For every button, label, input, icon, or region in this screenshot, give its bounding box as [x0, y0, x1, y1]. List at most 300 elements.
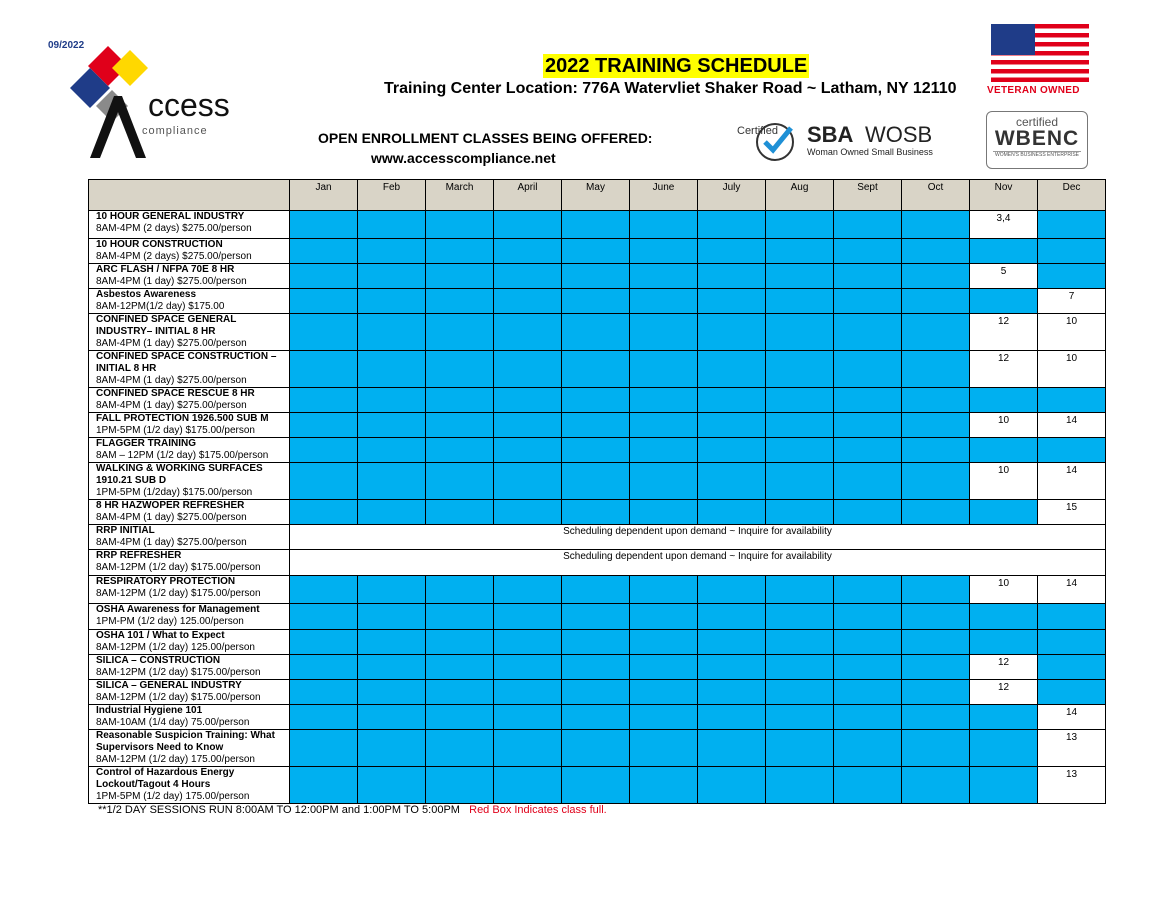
- month-header: Dec: [1038, 180, 1106, 211]
- course-detail: 8AM-4PM (1 day) $275.00/person: [96, 375, 247, 386]
- schedule-cell: [290, 463, 358, 500]
- schedule-cell: [1038, 655, 1106, 680]
- schedule-cell: [562, 438, 630, 463]
- schedule-cell: [698, 705, 766, 730]
- schedule-cell: [290, 351, 358, 388]
- schedule-date-cell: 13: [1038, 730, 1106, 767]
- course-detail: 8AM-12PM (1/2 day) $175.00/person: [96, 588, 261, 599]
- schedule-cell: [290, 576, 358, 604]
- table-row: [89, 655, 1106, 680]
- schedule-cell: [1038, 239, 1106, 264]
- schedule-cell: [426, 314, 494, 351]
- schedule-cell: [426, 264, 494, 289]
- svg-text:WOSB: WOSB: [865, 122, 933, 147]
- course-cell: [89, 239, 290, 264]
- schedule-cell: [902, 314, 970, 351]
- schedule-cell: [630, 705, 698, 730]
- month-header: Nov: [970, 180, 1038, 211]
- schedule-cell: [698, 576, 766, 604]
- schedule-cell: [902, 438, 970, 463]
- schedule-cell: [902, 604, 970, 630]
- schedule-cell: [630, 388, 698, 413]
- course-cell: [89, 680, 290, 705]
- schedule-date-cell: 10: [970, 413, 1038, 438]
- course-detail: 8AM-4PM (1 day) $275.00/person: [96, 276, 247, 287]
- schedule-cell: [494, 438, 562, 463]
- course-title: CONFINED SPACE CONSTRUCTION – INITIAL 8 HR: [96, 351, 277, 374]
- schedule-cell: [562, 463, 630, 500]
- schedule-cell: [630, 314, 698, 351]
- schedule-cell: [766, 730, 834, 767]
- schedule-date-cell: 5: [970, 264, 1038, 289]
- schedule-cell: [290, 314, 358, 351]
- schedule-cell: [902, 655, 970, 680]
- schedule-cell: [902, 289, 970, 314]
- course-title: SILICA – GENERAL INDUSTRY: [96, 680, 242, 691]
- schedule-cell: [290, 264, 358, 289]
- course-cell: [89, 767, 290, 804]
- schedule-cell: [358, 413, 426, 438]
- schedule-cell: [630, 730, 698, 767]
- schedule-cell: [834, 463, 902, 500]
- schedule-cell: [902, 500, 970, 525]
- course-title: CONFINED SPACE GENERAL INDUSTRY– INITIAL 8 HR: [96, 314, 237, 337]
- schedule-cell: [562, 767, 630, 804]
- table-row: [89, 438, 1106, 463]
- course-cell: [89, 463, 290, 500]
- schedule-cell: [426, 730, 494, 767]
- schedule-cell: [1038, 438, 1106, 463]
- schedule-cell: [834, 576, 902, 604]
- table-row: [89, 604, 1106, 630]
- schedule-cell: [1038, 680, 1106, 705]
- schedule-cell: [358, 289, 426, 314]
- schedule-cell: [766, 576, 834, 604]
- schedule-cell: [766, 604, 834, 630]
- schedule-cell: [902, 680, 970, 705]
- schedule-cell: [834, 413, 902, 438]
- schedule-cell: [494, 463, 562, 500]
- table-row: [89, 550, 1106, 576]
- schedule-cell: [494, 289, 562, 314]
- schedule-cell: [698, 388, 766, 413]
- course-title: RESPIRATORY PROTECTION: [96, 576, 236, 587]
- schedule-date-cell: 10: [970, 576, 1038, 604]
- schedule-cell: [766, 211, 834, 239]
- table-row: [89, 525, 1106, 550]
- schedule-cell: [290, 767, 358, 804]
- course-cell: [89, 550, 290, 576]
- schedule-date-cell: 7: [1038, 289, 1106, 314]
- schedule-cell: [834, 767, 902, 804]
- course-cell: [89, 388, 290, 413]
- schedule-cell: [630, 438, 698, 463]
- course-cell: [89, 730, 290, 767]
- schedule-cell: [290, 438, 358, 463]
- schedule-cell: [358, 680, 426, 705]
- course-cell: [89, 289, 290, 314]
- table-row: [89, 705, 1106, 730]
- schedule-cell: [766, 767, 834, 804]
- schedule-cell: [766, 388, 834, 413]
- svg-text:Certified: Certified: [737, 125, 778, 137]
- table-row: [89, 413, 1106, 438]
- month-header: June: [630, 180, 698, 211]
- schedule-cell: [562, 604, 630, 630]
- wbenc-certified-label: certified: [1015, 115, 1059, 129]
- schedule-cell: [902, 730, 970, 767]
- schedule-date-cell: 14: [1038, 705, 1106, 730]
- table-row: [89, 388, 1106, 413]
- table-row: [89, 264, 1106, 289]
- schedule-cell: [426, 413, 494, 438]
- table-row: [89, 314, 1106, 351]
- schedule-cell: [494, 388, 562, 413]
- schedule-cell: [1038, 211, 1106, 239]
- table-row: [89, 630, 1106, 655]
- schedule-date-cell: 12: [970, 680, 1038, 705]
- month-header: Sept: [834, 180, 902, 211]
- schedule-cell: [426, 576, 494, 604]
- schedule-cell: [358, 351, 426, 388]
- schedule-cell: [630, 289, 698, 314]
- schedule-cell: [630, 264, 698, 289]
- wbenc-certification-badge: [986, 111, 1088, 169]
- schedule-date-cell: 12: [970, 314, 1038, 351]
- table-row: [89, 500, 1106, 525]
- schedule-cell: [290, 630, 358, 655]
- schedule-cell: [698, 239, 766, 264]
- course-title: FALL PROTECTION 1926.500 SUB M: [96, 413, 269, 424]
- footer-note: [98, 804, 607, 816]
- schedule-cell: [766, 351, 834, 388]
- schedule-date-cell: 10: [1038, 351, 1106, 388]
- month-header: Jan: [290, 180, 358, 211]
- schedule-cell: [766, 438, 834, 463]
- course-cell: [89, 630, 290, 655]
- availability-note: Scheduling dependent upon demand ~ Inquire for availability: [290, 525, 1106, 550]
- half-day-note: **1/2 DAY SESSIONS RUN 8:00AM TO 12:00PM and 1:00PM TO 5:00PM: [98, 804, 460, 816]
- schedule-cell: [1038, 388, 1106, 413]
- schedule-cell: [766, 413, 834, 438]
- schedule-date-cell: 14: [1038, 576, 1106, 604]
- course-detail: 1PM-PM (1/2 day) 125.00/person: [96, 616, 244, 627]
- schedule-date-cell: 10: [970, 463, 1038, 500]
- schedule-cell: [290, 388, 358, 413]
- schedule-cell: [902, 463, 970, 500]
- schedule-cell: [358, 211, 426, 239]
- schedule-cell: [630, 463, 698, 500]
- schedule-cell: [766, 239, 834, 264]
- schedule-cell: [630, 680, 698, 705]
- schedule-cell: [494, 500, 562, 525]
- schedule-cell: [426, 211, 494, 239]
- schedule-cell: [426, 463, 494, 500]
- schedule-cell: [426, 767, 494, 804]
- wbenc-sub: WOMEN'S BUSINESS ENTERPRISE: [994, 152, 1080, 158]
- course-title: RRP REFRESHER: [96, 550, 182, 561]
- schedule-cell: [358, 264, 426, 289]
- schedule-cell: [698, 680, 766, 705]
- schedule-cell: [426, 438, 494, 463]
- course-title: SILICA – CONSTRUCTION: [96, 655, 221, 666]
- schedule-cell: [902, 211, 970, 239]
- schedule-cell: [630, 413, 698, 438]
- schedule-cell: [494, 351, 562, 388]
- schedule-cell: [834, 680, 902, 705]
- schedule-cell: [358, 730, 426, 767]
- schedule-cell: [970, 388, 1038, 413]
- schedule-cell: [902, 351, 970, 388]
- schedule-cell: [902, 413, 970, 438]
- course-title: ARC FLASH / NFPA 70E 8 HR: [96, 264, 235, 275]
- schedule-cell: [358, 655, 426, 680]
- schedule-cell: [290, 289, 358, 314]
- course-cell: [89, 438, 290, 463]
- schedule-cell: [494, 413, 562, 438]
- schedule-cell: [834, 264, 902, 289]
- schedule-cell: [902, 239, 970, 264]
- schedule-cell: [494, 239, 562, 264]
- schedule-cell: [970, 730, 1038, 767]
- course-detail: 8AM-4PM (1 day) $275.00/person: [96, 400, 247, 411]
- table-row: [89, 730, 1106, 767]
- month-header-row: [89, 180, 1106, 211]
- schedule-cell: [902, 630, 970, 655]
- schedule-cell: [970, 438, 1038, 463]
- schedule-cell: [426, 655, 494, 680]
- schedule-cell: [970, 500, 1038, 525]
- course-title: WALKING & WORKING SURFACES 1910.21 SUB D: [96, 463, 263, 486]
- course-cell: [89, 705, 290, 730]
- schedule-cell: [494, 705, 562, 730]
- schedule-cell: [358, 630, 426, 655]
- course-header: [89, 180, 290, 211]
- schedule-cell: [290, 604, 358, 630]
- svg-text:SBA: SBA: [807, 122, 854, 147]
- course-detail: 8AM-12PM(1/2 day) $175.00: [96, 301, 225, 312]
- course-title: Industrial Hygiene 101: [96, 705, 203, 716]
- schedule-cell: [834, 314, 902, 351]
- schedule-cell: [494, 604, 562, 630]
- schedule-cell: [698, 314, 766, 351]
- schedule-cell: [358, 438, 426, 463]
- schedule-cell: [698, 604, 766, 630]
- schedule-date-cell: 14: [1038, 413, 1106, 438]
- schedule-cell: [970, 630, 1038, 655]
- course-cell: [89, 525, 290, 550]
- course-cell: [89, 576, 290, 604]
- schedule-cell: [562, 730, 630, 767]
- month-header: March: [426, 180, 494, 211]
- course-title: Control of Hazardous Energy Lockout/Tagout 4 Hours: [96, 767, 235, 790]
- schedule-cell: [290, 239, 358, 264]
- schedule-cell: [426, 239, 494, 264]
- schedule-cell: [698, 463, 766, 500]
- schedule-cell: [902, 388, 970, 413]
- course-detail: 1PM-5PM (1/2 day) $175.00/person: [96, 425, 255, 436]
- schedule-cell: [562, 289, 630, 314]
- svg-text:Woman Owned Small Business: Woman Owned Small Business: [807, 147, 933, 157]
- schedule-cell: [426, 604, 494, 630]
- schedule-cell: [698, 413, 766, 438]
- training-center-location: Training Center Location: 776A Watervliet Shaker Road ~ Latham, NY 12110: [384, 80, 957, 97]
- schedule-cell: [698, 655, 766, 680]
- schedule-cell: [426, 705, 494, 730]
- schedule-cell: [970, 289, 1038, 314]
- schedule-cell: [494, 576, 562, 604]
- schedule-date-cell: 13: [1038, 767, 1106, 804]
- course-detail: 8AM-12PM (1/2 day) $175.00/person: [96, 562, 261, 573]
- access-compliance-logo: [70, 46, 235, 161]
- schedule-cell: [290, 680, 358, 705]
- month-header: Feb: [358, 180, 426, 211]
- schedule-cell: [358, 576, 426, 604]
- course-detail: 1PM-5PM (1/2day) $175.00/person: [96, 487, 253, 498]
- availability-note: Scheduling dependent upon demand ~ Inquire for availability: [290, 550, 1106, 576]
- schedule-cell: [290, 413, 358, 438]
- table-row: [89, 767, 1106, 804]
- course-cell: [89, 604, 290, 630]
- table-row: [89, 463, 1106, 500]
- website-link[interactable]: www.accesscompliance.net: [371, 150, 556, 166]
- course-detail: 8AM-12PM (1/2 day) $175.00/person: [96, 667, 261, 678]
- table-row: [89, 351, 1106, 388]
- schedule-cell: [562, 239, 630, 264]
- schedule-cell: [562, 314, 630, 351]
- table-row: [89, 576, 1106, 604]
- month-header: May: [562, 180, 630, 211]
- schedule-cell: [426, 500, 494, 525]
- schedule-cell: [834, 604, 902, 630]
- schedule-cell: [494, 680, 562, 705]
- schedule-cell: [494, 655, 562, 680]
- schedule-cell: [766, 655, 834, 680]
- schedule-cell: [630, 767, 698, 804]
- schedule-cell: [562, 388, 630, 413]
- us-flag-icon: [991, 24, 1089, 82]
- schedule-cell: [1038, 630, 1106, 655]
- schedule-cell: [902, 767, 970, 804]
- schedule-date-cell: 15: [1038, 500, 1106, 525]
- course-detail: 8AM-12PM (1/2 day) 175.00/person: [96, 754, 255, 765]
- month-header: July: [698, 180, 766, 211]
- table-row: [89, 239, 1106, 264]
- course-title: Asbestos Awareness: [96, 289, 197, 300]
- schedule-cell: [358, 500, 426, 525]
- schedule-cell: [766, 264, 834, 289]
- schedule-cell: [630, 576, 698, 604]
- schedule-cell: [290, 500, 358, 525]
- schedule-cell: [834, 705, 902, 730]
- course-detail: 8AM – 12PM (1/2 day) $175.00/person: [96, 450, 269, 461]
- schedule-cell: [698, 438, 766, 463]
- schedule-date-cell: 3,4: [970, 211, 1038, 239]
- schedule-cell: [494, 767, 562, 804]
- schedule-cell: [494, 264, 562, 289]
- course-cell: [89, 413, 290, 438]
- course-title: 8 HR HAZWOPER REFRESHER: [96, 500, 245, 511]
- wbenc-name: WBENC: [994, 127, 1080, 150]
- schedule-cell: [494, 630, 562, 655]
- schedule-cell: [358, 314, 426, 351]
- schedule-cell: [902, 705, 970, 730]
- schedule-date-cell: 12: [970, 351, 1038, 388]
- schedule-cell: [970, 604, 1038, 630]
- schedule-cell: [358, 604, 426, 630]
- month-header: April: [494, 180, 562, 211]
- schedule-cell: [834, 388, 902, 413]
- schedule-cell: [766, 705, 834, 730]
- schedule-cell: [358, 239, 426, 264]
- schedule-cell: [834, 211, 902, 239]
- schedule-date-cell: 12: [970, 655, 1038, 680]
- course-detail: 1PM-5PM (1/2 day) 175.00/person: [96, 791, 250, 802]
- course-title: 10 HOUR CONSTRUCTION: [96, 239, 223, 250]
- schedule-cell: [698, 264, 766, 289]
- course-detail: 8AM-12PM (1/2 day) $175.00/person: [96, 692, 261, 703]
- table-row: [89, 680, 1106, 705]
- course-detail: 8AM-4PM (1 day) $275.00/person: [96, 537, 247, 548]
- schedule-cell: [630, 604, 698, 630]
- schedule-cell: [630, 500, 698, 525]
- schedule-cell: [902, 264, 970, 289]
- schedule-date-cell: 10: [1038, 314, 1106, 351]
- schedule-cell: [494, 730, 562, 767]
- schedule-cell: [698, 630, 766, 655]
- course-title: 10 HOUR GENERAL INDUSTRY: [96, 211, 245, 222]
- course-cell: [89, 655, 290, 680]
- course-cell: [89, 500, 290, 525]
- course-detail: 8AM-4PM (2 days) $275.00/person: [96, 251, 252, 262]
- course-cell: [89, 264, 290, 289]
- schedule-cell: [630, 239, 698, 264]
- schedule-cell: [358, 463, 426, 500]
- schedule-cell: [970, 239, 1038, 264]
- schedule-cell: [562, 351, 630, 388]
- course-title: RRP INITIAL: [96, 525, 155, 536]
- schedule-cell: [426, 388, 494, 413]
- schedule-cell: [834, 630, 902, 655]
- schedule-cell: [698, 351, 766, 388]
- schedule-cell: [834, 289, 902, 314]
- schedule-cell: [970, 767, 1038, 804]
- schedule-cell: [562, 705, 630, 730]
- training-schedule-table: [88, 179, 1106, 804]
- schedule-cell: [834, 239, 902, 264]
- course-title: OSHA 101 / What to Expect: [96, 630, 225, 641]
- svg-text:compliance: compliance: [142, 125, 208, 137]
- schedule-cell: [834, 730, 902, 767]
- schedule-cell: [562, 680, 630, 705]
- course-detail: 8AM-12PM (1/2 day) 125.00/person: [96, 642, 255, 653]
- schedule-cell: [766, 630, 834, 655]
- schedule-cell: [834, 500, 902, 525]
- schedule-cell: [970, 705, 1038, 730]
- course-detail: 8AM-10AM (1/4 day) 75.00/person: [96, 717, 250, 728]
- month-header: Oct: [902, 180, 970, 211]
- schedule-cell: [766, 680, 834, 705]
- table-row: [89, 211, 1106, 239]
- schedule-cell: [766, 289, 834, 314]
- svg-text:ccess: ccess: [148, 87, 230, 123]
- schedule-cell: [426, 289, 494, 314]
- schedule-cell: [698, 500, 766, 525]
- schedule-cell: [562, 630, 630, 655]
- schedule-cell: [834, 351, 902, 388]
- schedule-cell: [562, 655, 630, 680]
- schedule-cell: [290, 730, 358, 767]
